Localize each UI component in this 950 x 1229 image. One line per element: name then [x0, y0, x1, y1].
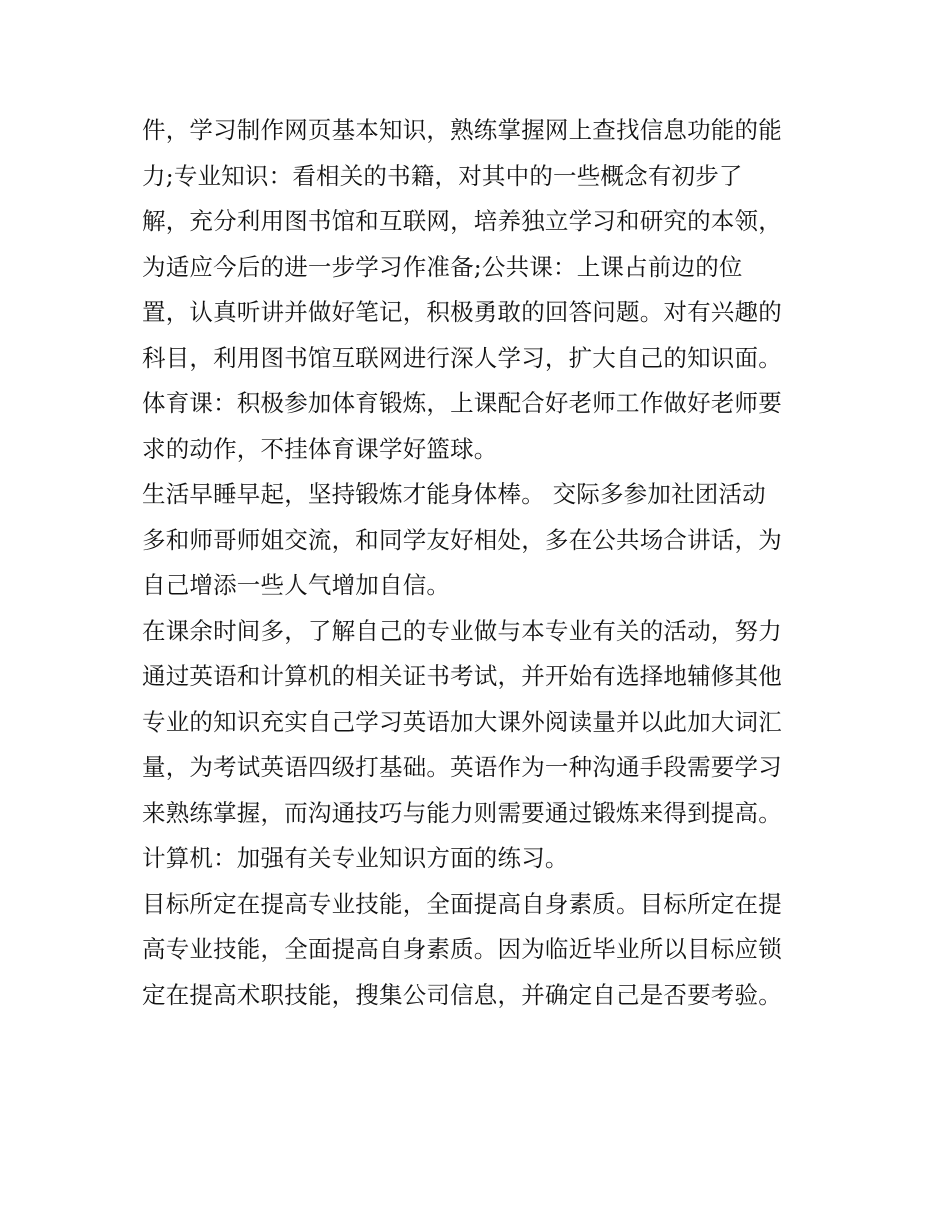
text-line-4: 为适应今后的进一步学习作准备;公共课：上课占前边的位: [142, 252, 743, 281]
text-line-7: 体育课：积极参加体育锻炼，上课配合好老师工作做好老师要: [142, 389, 782, 417]
text-line-6: 科目，利用图书馆互联网进行深人学习，扩大自己的知识面。: [142, 343, 782, 372]
text-line-17: 计算机：加强有关专业知识方面的练习。: [142, 844, 569, 872]
text-line-3: 解，充分利用图书馆和互联网，培养独立学习和研究的本领，: [142, 207, 782, 235]
text-line-8: 求的动作，不挂体育课学好篮球。: [142, 434, 498, 463]
text-line-9: 生活早睡早起，坚持锻炼才能身体棒。 交际多参加社团活动: [142, 480, 766, 508]
text-line-15: 量，为考试英语四级打基础。英语作为一种沟通手段需要学习: [142, 753, 782, 781]
text-line-1: 件，学习制作网页基本知识，熟练掌握网上查找信息功能的能: [142, 116, 782, 144]
text-line-14: 专业的知识充实自己学习英语加大课外阅读量并以此加大词汇: [142, 707, 782, 736]
text-line-12: 在课余时间多，了解自己的专业做与本专业有关的活动，努力: [142, 616, 782, 645]
text-line-11: 自己增添一些人气增加自信。: [142, 571, 451, 599]
text-line-10: 多和师哥师姐交流，和同学友好相处，多在公共场合讲话，为: [142, 525, 782, 554]
text-line-20: 定在提高术职技能，搜集公司信息，并确定自己是否要考验。: [142, 980, 782, 1009]
text-line-2: 力;专业知识：看相关的书籍，对其中的一些概念有初步了: [142, 161, 743, 190]
text-line-16: 来熟练掌握，而沟通技巧与能力则需要通过锻炼来得到提高。: [142, 798, 782, 827]
document-body: [142, 108, 822, 1018]
text-line-19: 高专业技能，全面提高自身素质。因为临近毕业所以目标应锁: [142, 935, 782, 963]
text-line-13: 通过英语和计算机的相关证书考试，并开始有选择地辅修其他: [142, 662, 782, 690]
text-line-18: 目标所定在提高专业技能，全面提高自身素质。目标所定在提: [142, 889, 782, 918]
text-line-5: 置，认真听讲并做好笔记，积极勇敢的回答问题。对有兴趣的: [142, 298, 782, 326]
